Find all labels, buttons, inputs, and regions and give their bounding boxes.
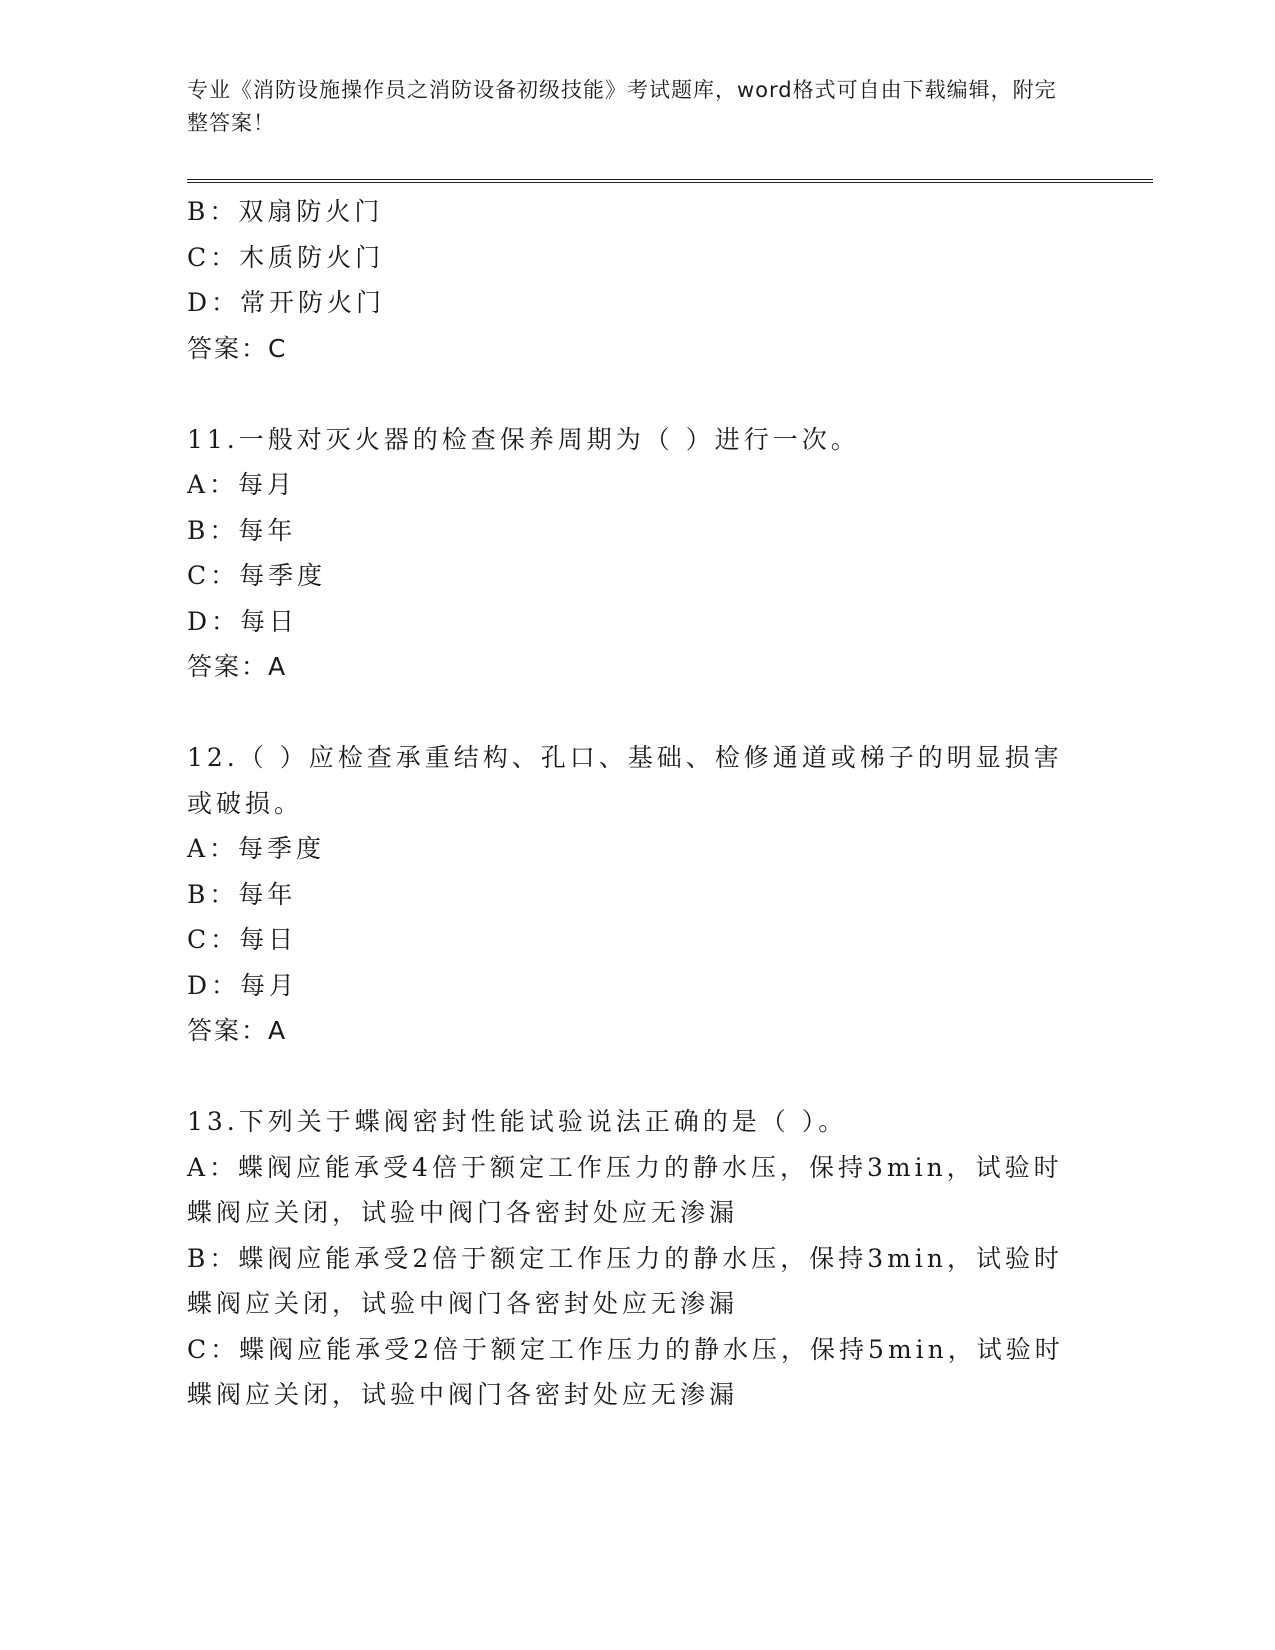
question-stem: 11.一般对灭火器的检查保养周期为（ ）进行一次。 [187, 424, 860, 454]
answer: 答案：C [187, 333, 288, 363]
answer: 答案：A [187, 652, 288, 681]
option-b: B：每年 [187, 515, 297, 545]
header-divider [187, 179, 1153, 183]
spacer [187, 371, 1087, 417]
option-a: A：每月 [187, 470, 297, 499]
question-11 [187, 417, 1087, 690]
document-header: 专业《消防设施操作员之消防设备初级技能》考试题库，word格式可自由下载编辑，附完整答案！ [187, 78, 1057, 135]
option-a: A：蝶阀应能承受4倍于额定工作压力的静水压，保持3min，试验时蝶阀应关闭，试验中阀门各密封处应无渗漏 [187, 1152, 1063, 1227]
option-b: B：每年 [187, 879, 297, 909]
option-d: D：每日 [187, 606, 299, 636]
spacer [187, 690, 1087, 736]
option-b: B：蝶阀应能承受2倍于额定工作压力的静水压，保持3min，试验时蝶阀应关闭，试验中阀门各密封处应无渗漏 [187, 1243, 1063, 1318]
question-10 [187, 189, 1087, 371]
option-c: C：每季度 [187, 561, 327, 590]
question-stem: 12.（ ）应检查承重结构、孔口、基础、检修通道或梯子的明显损害或破损。 [187, 743, 1063, 818]
question-list [187, 189, 1087, 1418]
option-b: B：双扇防火门 [187, 197, 384, 226]
spacer [187, 1054, 1087, 1100]
answer: 答案：A [187, 1016, 288, 1045]
question-12 [187, 735, 1087, 1054]
question-13 [187, 1099, 1087, 1418]
question-stem: 13.下列关于蝶阀密封性能试验说法正确的是（ ）。 [187, 1107, 848, 1136]
option-a: A：每季度 [187, 834, 326, 863]
option-c: C：蝶阀应能承受2倍于额定工作压力的静水压，保持5min，试验时蝶阀应关闭，试验中阀门各密封处应无渗漏 [187, 1334, 1064, 1409]
option-d: D：每月 [187, 970, 299, 1000]
option-c: C：每日 [187, 925, 298, 954]
option-c: C：木质防火门 [187, 242, 385, 272]
option-d: D：常开防火门 [187, 288, 386, 317]
